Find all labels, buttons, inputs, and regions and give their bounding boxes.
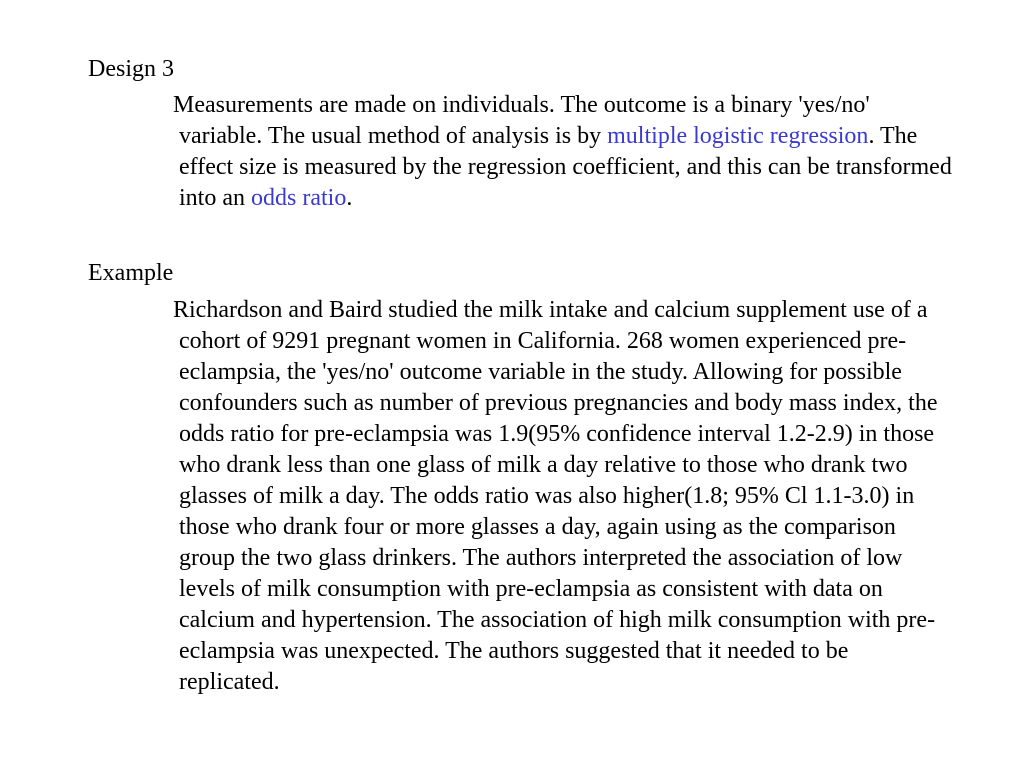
design-text-1: Measurements are made on individuals. The outcome is a binary 'yes/no' variable. The usual method of analysis is by	[173, 92, 870, 149]
design-heading: Design 3	[88, 56, 174, 82]
design-paragraph	[173, 90, 954, 214]
design-text-3: .	[346, 185, 353, 211]
design-text-2: . The effect size is measured by the regression coefficient, and this can be transformed into an	[179, 123, 952, 211]
example-paragraph: Richardson and Baird studied the milk intake and calcium supplement use of a cohort of 9291 pregnant women in California. 268 women experienced pre-eclampsia, the 'yes/no' outcome variable in the study. Allowing for possible confounders such as number of previous pregnancies and body mass index, the odds ratio for pre-eclampsia was 1.9(95% confidence interval 1.2-2.9) in those who drank less than one glass of milk a day relative to those who drank two glasses of milk a day. The odds ratio was also higher(1.8; 95% Cl 1.1-3.0) in those who drank four or more glasses a day, again using as the comparison group the two glass drinkers. The authors interpreted the association of low levels of milk consumption with pre-eclampsia as consistent with data on calcium and hypertension. The association of high milk consumption with pre-eclampsia was unexpected. The authors suggested that it needed to be replicated.	[173, 297, 938, 695]
example-heading: Example	[88, 260, 174, 286]
multiple-logistic-regression-link[interactable]: multiple logistic regression	[607, 123, 869, 149]
odds-ratio-link[interactable]: odds ratio	[251, 185, 347, 211]
